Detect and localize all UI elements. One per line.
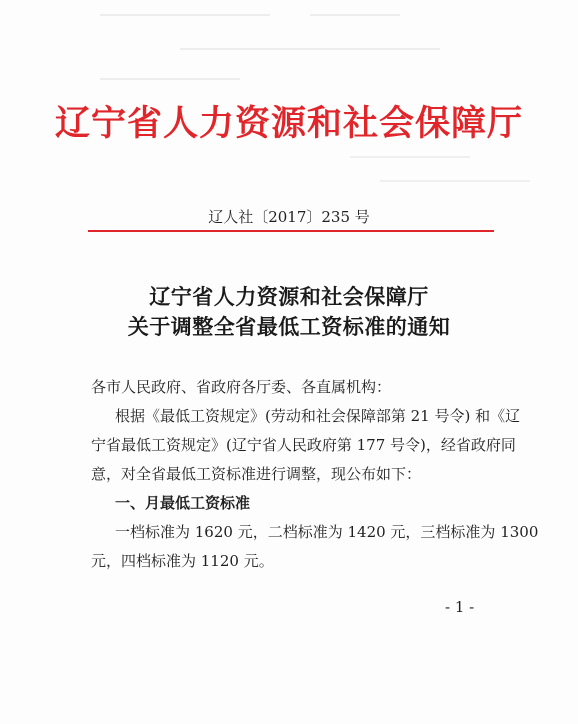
red-header-rule [88, 230, 494, 232]
paragraph-2-line-1: 一档标准为 1620 元，二档标准为 1420 元，三档标准为 1300 [115, 523, 539, 541]
paragraph-1-line-3: 意，对全省最低工资标准进行调整，现公布如下： [91, 465, 422, 483]
issuing-organization-title: 辽宁省人力资源和社会保障厅 [54, 103, 523, 144]
notice-title-line-2: 关于调整全省最低工资标准的通知 [127, 314, 451, 339]
notice-title-line-1: 辽宁省人力资源和社会保障厅 [149, 284, 429, 309]
salutation: 各市人民政府、省政府各厅委、各直属机构： [91, 378, 392, 396]
page-number: - 1 - [445, 598, 475, 616]
paragraph-1-line-2: 宁省最低工资规定》(辽宁省人民政府第 177 号令)，经省政府同 [91, 436, 516, 454]
paragraph-2-line-2: 元，四档标准为 1120 元。 [91, 552, 274, 570]
paragraph-1-line-1: 根据《最低工资规定》(劳动和社会保障部第 21 号令) 和《辽 [115, 407, 521, 425]
show-through-background [350, 150, 540, 190]
section-1-heading: 一、月最低工资标准 [115, 494, 251, 512]
show-through-background [60, 8, 520, 98]
document-number: 辽人社〔2017〕235 号 [208, 208, 370, 226]
